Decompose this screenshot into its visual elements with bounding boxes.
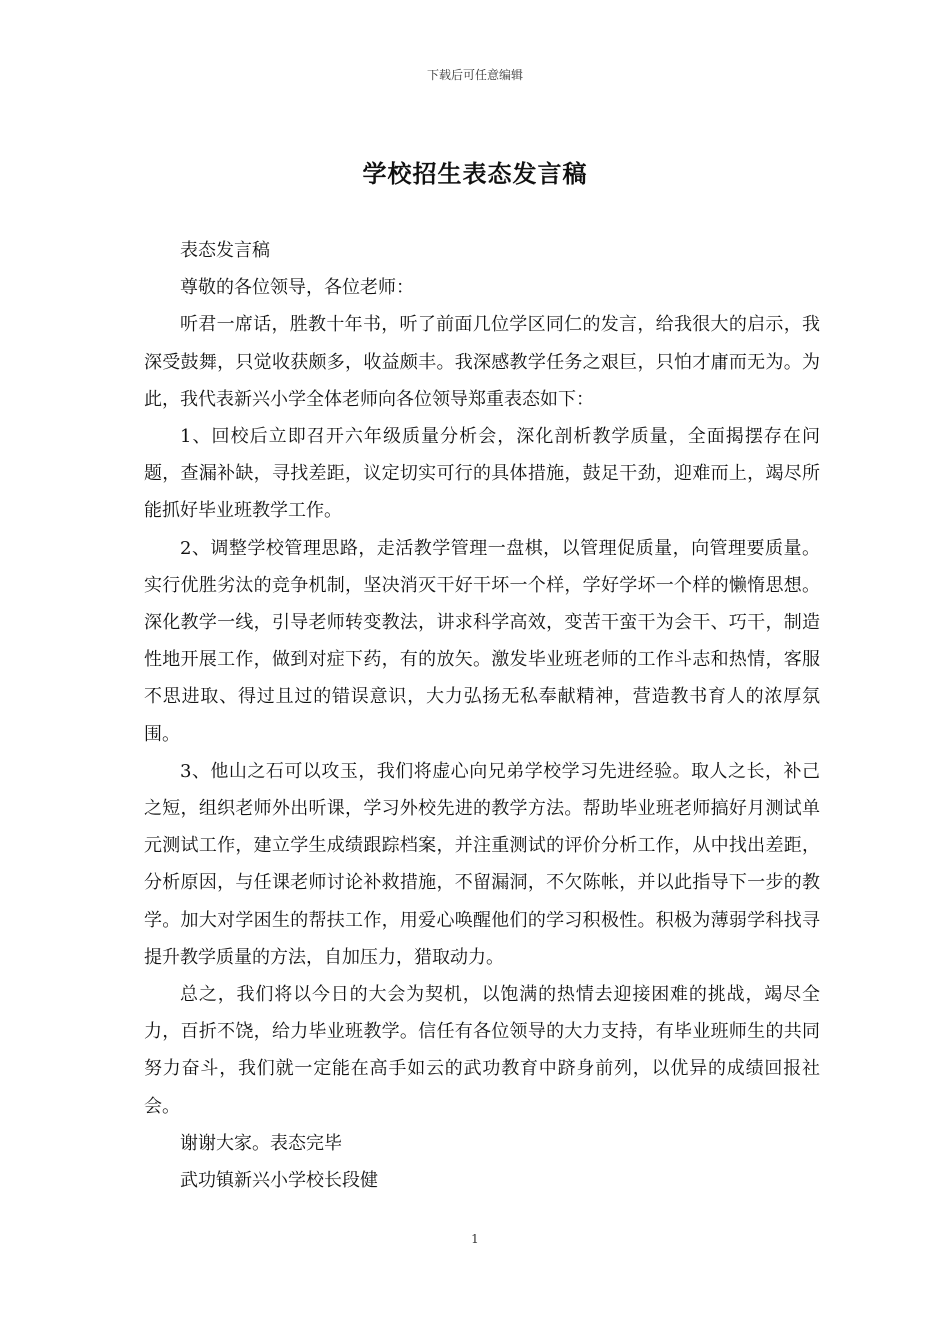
document-title: 学校招生表态发言稿	[362, 159, 588, 188]
paragraph-salutation: 尊敬的各位领导，各位老师：	[180, 277, 414, 299]
paragraph-point-2: 2、调整学校管理思路，走活教学管理一盘棋，以管理促质量，向管理要质量。实行优胜劣汰的竞争机制，坚决消灭干好干坏一个样，学好学坏一个样的懒惰思想。深化教学一线，引导老师转变教法，讲求科学高效，变苦干蛮干为会干、巧干，制造性地开展工作，做到对症下药，有的放矢。激发毕业班老师的工作斗志和热情，客服不思进取、得过且过的错误意识，大力弘扬无私奉献精神，营造教书育人的浓厚氛围。	[144, 537, 820, 745]
paragraph-intro: 听君一席话，胜教十年书，听了前面几位学区同仁的发言，给我很大的启示，我深受鼓舞，只觉收获颇多，收益颇丰。我深感教学任务之艰巨，只怕才庸而无为。为此，我代表新兴小学全体老师向各位领导郑重表态如下：	[144, 314, 820, 410]
paragraph-signature: 武功镇新兴小学校长段健	[180, 1170, 378, 1192]
page-number: 1	[471, 1232, 479, 1246]
paragraph-point-1: 1、回校后立即召开六年级质量分析会，深化剖析教学质量，全面揭摆存在问题，查漏补缺，寻找差距，议定切实可行的具体措施，鼓足干劲，迎难而上，竭尽所能抓好毕业班教学工作。	[144, 426, 820, 522]
paragraph-heading: 表态发言稿	[180, 240, 270, 261]
paragraph-conclusion: 总之，我们将以今日的大会为契机，以饱满的热情去迎接困难的挑战，竭尽全力，百折不饶，给力毕业班教学。信任有各位领导的大力支持，有毕业班师生的共同努力奋斗，我们就一定能在高手如云的武功教育中跻身前列，以优异的成绩回报社会。	[144, 984, 820, 1117]
page-header-note: 下载后可任意编辑	[426, 68, 523, 82]
paragraph-point-3: 3、他山之石可以攻玉，我们将虚心向兄弟学校学习先进经验。取人之长，补己之短，组织老师外出听课，学习外校先进的教学方法。帮助毕业班老师搞好月测试单元测试工作，建立学生成绩跟踪档案，并注重测试的评价分析工作，从中找出差距，分析原因，与任课老师讨论补救措施，不留漏洞，不欠陈帐，并以此指导下一步的教学。加大对学困生的帮扶工作，用爱心唤醒他们的学习积极性。积极为薄弱学科找寻提升教学质量的方法，自加压力，猎取动力。	[144, 760, 820, 968]
document-body	[144, 232, 820, 1199]
paragraph-thanks: 谢谢大家。表态完毕	[180, 1132, 342, 1154]
